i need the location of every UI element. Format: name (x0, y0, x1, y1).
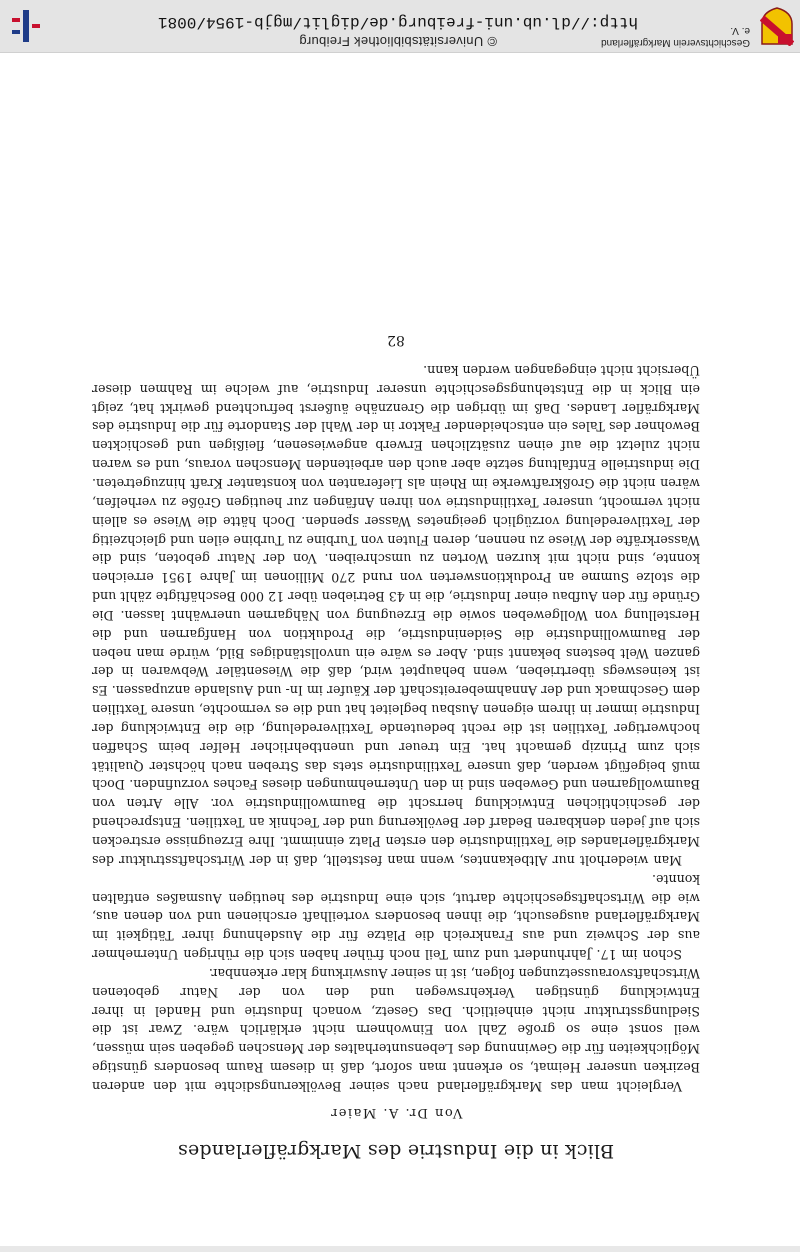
paragraph: Man wiederholt nur Altbekanntes, wenn man feststellt, daß in der Wirtschaftsstruktur des Markgräflerlandes die Textilindustrie den ersten Platz einnimmt. Ihre Erzeugnisse erstrecken sich auf jeden denkbaren Bedarf der Bevölkerung und der Technik an Textilien. Entsprechend der geschichtlichen Entwicklung herrscht die Baumwollindustrie vor. Alle Arten von Baumwollgarnen und Geweben sind in den Unternehmungen dieses Faches vorzufinden. Doch muß beigefügt werden, daß unsere Textilindustrie stets das Streben nach höchster Qualität sich zum Prinzip gemacht hat. Ein treuer und unentbehrlicher Helfer beim Schaffen hochwertiger Textilien ist die recht bedeutende Textilveredelung, die die Entwicklung der Industrie immer in ihrem eigenen Ausbau begleitet hat und die es vermochte, unsere Textilien dem Geschmack und der Annahmebereitschaft der Käufer im In- und Auslande anzupassen. Es ist keineswegs übertrieben, wenn behauptet wird, daß die Wiesentäler Webwaren in der ganzen Welt bestens bekannt sind. Aber es wäre ein unvollständiges Bild, würde man neben der Baumwollindustrie die Seidenindustrie, die Produktion von Hanfgarnen und die Herstellung von Wollgeweben sowie die Erzeugung von Nähgarnen unerwähnt lassen. Die Gründe für den Aufbau einer Industrie, die in 43 Betrieben über 12 000 Beschäftigte zählt und die stolze Summe an Produktionswerten von rund 270 Millionen im Jahre 1951 erreichen konnte, sind nicht mit kurzen Worten zu umschreiben. Von der Natur geboten, sind die Wasserkräfte der Wiese zu nennen, deren Fluten von Turbine zu Turbine eilen und gleichzeitig der Textilveredelung vorzüglich geeignetes Wasser spenden. Doch hätte die Wiese es allein nicht vermocht, unserer Textilindustrie von ihren Anfängen zur heutigen Größe zu verhelfen, wären nicht die Großkraftwerke im Rhein als Lieferanten von konstanter Kraft hinzugetreten. Die industrielle Entfaltung setzte aber auch den arbeitenden Menschen voraus, und es waren nicht zuletzt die auf einen zusätzlichen Erwerb angewiesenen, fleißigen und geschickten Bewohner des Tales ein entscheidender Faktor in der Wahl der Standorte für die Industrie des Markgräfler Landes. Daß im übrigen die Grenznähe äußerst befruchtend gewirkt hat, zeigt ein Blick in die Entstehungsgeschichte unserer Industrie, auf welche im Rahmen dieser Übersicht nicht eingegangen werden kann. (92, 362, 700, 868)
article (92, 332, 700, 1162)
article-body (92, 360, 700, 1095)
paragraph: Vergleicht man das Markgräflerland nach seiner Bevölkerungsdichte mit den anderen Bezirken unserer Heimat, so erkennt man sofort, daß in diesem Raum besonders günstige Möglichkeiten für die Gewinnung des Lebensunterhaltes der Menschen gegeben sein müssen, weil sonst eine so große Zahl von Einwohnern nicht erklärlich wäre. Zwar ist die Siedlungsstruktur nicht einheitlich. Das Gesetz, wonach Industrie und Handel in ihrer Entwicklung günstigen Verkehrswegen und den von der Natur gebotenen Wirtschaftsvoraussetzungen folgen, ist in seiner Auswirkung klar erkennbar. (92, 965, 700, 1094)
source-url-link[interactable]: http://dl.ub.uni-freiburg.de/diglit/mgjb-1954/0081 (157, 13, 639, 31)
viewer-bottom-strip (0, 1246, 800, 1252)
paragraph: Schon im 17. Jahrhundert und zum Teil noch früher haben sich die rührigen Unternehmer aus der Schweiz und aus Frankreich die Plätze für die Ausdehnung ihrer Tätigkeit im Markgräflerland ausgesucht, die ihnen besonders vorteilhaft erschienen und von denen aus, wie die Wirtschaftsgeschichte dartut, sich eine Industrie des heutigen Ausmaßes entfalten konnte. (92, 871, 700, 963)
page-number: 82 (387, 332, 405, 349)
library-footer (0, 0, 800, 53)
article-title: Blick in die Industrie des Markgräflerlandes (177, 1140, 615, 1162)
copyright-text: © Universitätsbibliothek Freiburg (299, 34, 497, 49)
article-author: Von Dr. A. Maier (329, 1105, 463, 1120)
coat-of-arms-icon (760, 6, 794, 46)
organization-name: Geschichtsverein Markgräflerland e. V. (601, 25, 750, 48)
ub-freiburg-logo-icon (8, 8, 44, 44)
